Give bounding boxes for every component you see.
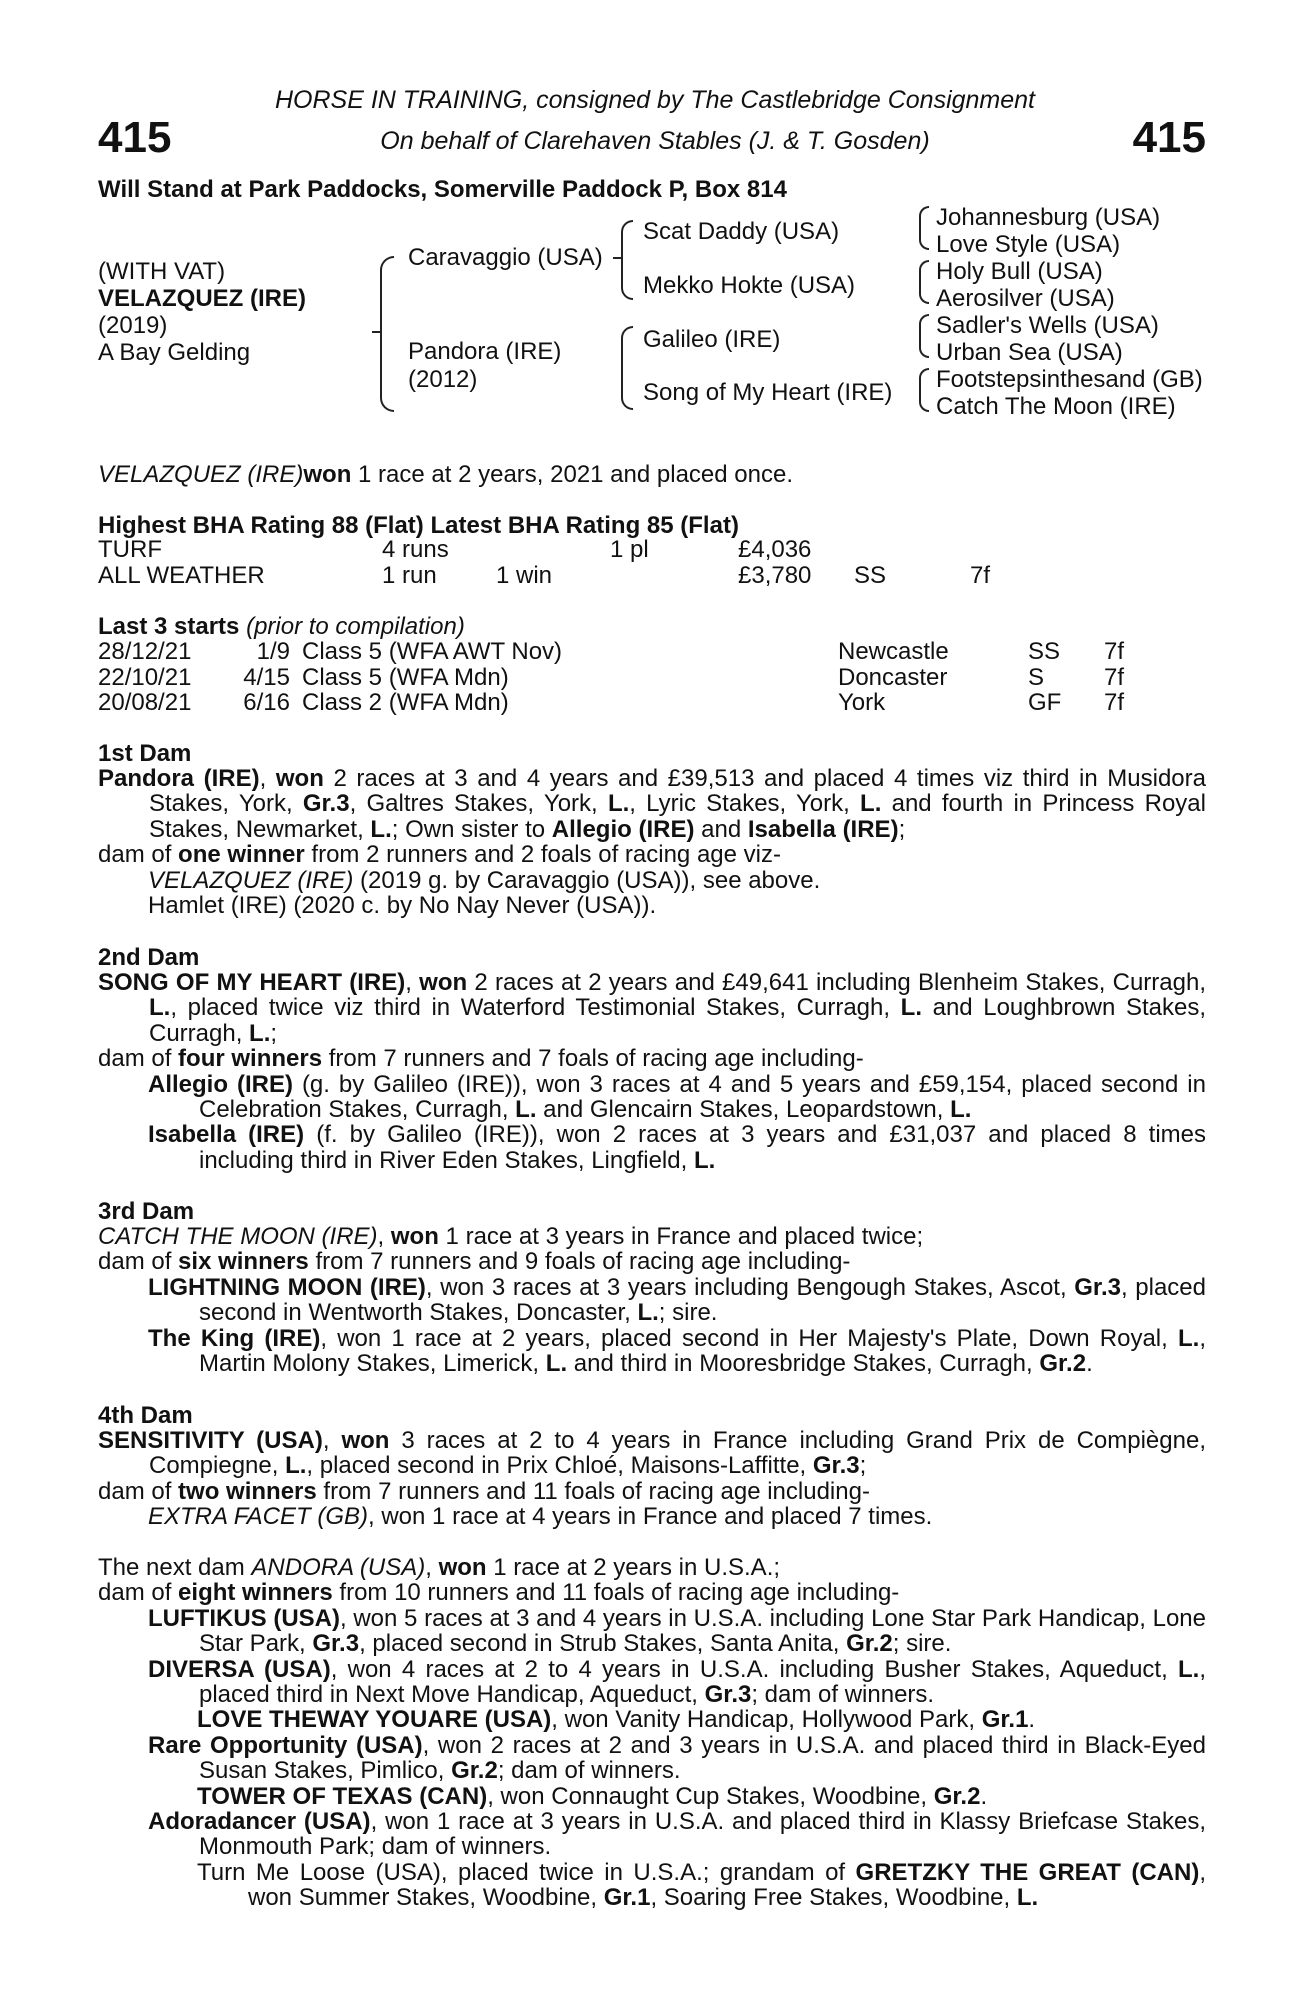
brace-g78 bbox=[919, 368, 929, 412]
grandparent-6: Urban Sea (USA) bbox=[936, 339, 1123, 366]
progeny-text: Turn Me Loose (USA), placed twice in U.S.A.; grandam of bbox=[197, 1858, 856, 1886]
next-dam-progeny-4 bbox=[98, 1809, 1206, 1860]
progeny-name: Isabella (IRE) bbox=[148, 1121, 305, 1149]
progeny-name: LOVE THEWAY YOUARE (USA) bbox=[197, 1706, 552, 1734]
progeny-text: , won 1 race at 3 years in U.S.A. and placed third in Klassy Briefcase Stakes, Monmouth Park; dam of winners. bbox=[199, 1808, 1207, 1861]
dam1-text: , Lyric Stakes, York, bbox=[629, 790, 861, 818]
dam4-text: from 7 runners and 11 foals of racing age including- bbox=[316, 1477, 870, 1505]
rating-placed bbox=[610, 563, 738, 589]
dam2-listed: L. bbox=[149, 994, 171, 1022]
progeny-text: ; dam of winners. bbox=[751, 1681, 935, 1709]
dam4-winners: two winners bbox=[178, 1477, 317, 1505]
progeny-text: , won 4 races at 2 to 4 years in U.S.A. including Busher Stakes, Aqueduct, bbox=[330, 1655, 1178, 1683]
dam1-text: and bbox=[694, 815, 748, 843]
progeny-name: Adoradancer (USA) bbox=[148, 1808, 371, 1836]
next-dam-text: dam of bbox=[98, 1579, 179, 1607]
sire-name: Caravaggio (USA) bbox=[408, 244, 603, 271]
dam2-text: from 7 runners and 7 foals of racing age including- bbox=[322, 1045, 864, 1073]
summary-text: 1 race at 2 years, 2021 and placed once. bbox=[351, 461, 793, 488]
dam3-text: from 7 runners and 9 foals of racing age including- bbox=[308, 1248, 851, 1276]
dam3-section bbox=[98, 1224, 1206, 1376]
next-dam-won: won bbox=[438, 1554, 487, 1581]
dam1-text: dam of bbox=[98, 841, 179, 869]
next-dam-progeny-1 bbox=[98, 1606, 1206, 1657]
next-dam-grandprogeny-3 bbox=[98, 1860, 1206, 1911]
horse-description: A Bay Gelding bbox=[98, 339, 251, 366]
progeny-name: TOWER OF TEXAS (CAN) bbox=[197, 1782, 488, 1810]
progeny-grade: Gr.2 bbox=[846, 1630, 893, 1658]
dam3-progeny-2 bbox=[98, 1326, 1206, 1377]
progeny-listed: L. bbox=[1177, 1324, 1200, 1352]
start-distance: 7f bbox=[1104, 689, 1125, 716]
progeny-text: , Martin Molony Stakes, Limerick, bbox=[199, 1324, 1206, 1378]
dam1-progeny-2: Hamlet (IRE) (2020 c. by No Nay Never (USA)). bbox=[148, 892, 657, 920]
dam1-name: Pandora (IRE) bbox=[98, 765, 260, 792]
dam1-record: Pandora (IRE), won 2 races at 3 and 4 years and £39,513 and placed 4 times viz third in Musidora Stakes, York, Gr.3, Galtres Stakes, York, L., Lyric Stakes, York, L. and fourth in Princess Royal Stakes, Newmarket, L.; Own sister to Allegio (IRE) and Isabella (IRE); bbox=[98, 765, 1206, 843]
ratings-table bbox=[98, 537, 990, 588]
progeny-text: ; dam of winners. bbox=[497, 1757, 681, 1785]
dam4-record: SENSITIVITY (USA), won 3 races at 2 to 4 years in France including Grand Prix de Compiègne, Compiegne, L., placed second in Prix Chloé, Maisons-Laffitte, Gr.3; bbox=[98, 1427, 1206, 1480]
dam1-text: , Galtres Stakes, York, bbox=[349, 790, 608, 818]
dam3-produce bbox=[98, 1249, 1206, 1274]
next-dam-winners: eight winners bbox=[178, 1579, 333, 1607]
progeny-text: (g. by Galileo (IRE)), won 3 races at 4 and 5 years and £59,154, placed second in Celebration Stakes, Curragh, bbox=[199, 1070, 1206, 1124]
progeny-text: and Glencairn Stakes, Leopardstown, bbox=[536, 1096, 951, 1124]
progeny-listed: L. bbox=[545, 1350, 568, 1378]
progeny-text: (2019 g. by Caravaggio (USA)), see above. bbox=[353, 866, 821, 894]
dam-sire: Galileo (IRE) bbox=[643, 326, 781, 353]
start-position: 1/9 bbox=[256, 638, 290, 665]
start-going: S bbox=[1028, 663, 1045, 691]
summary-won: won bbox=[303, 461, 352, 488]
start-going: GF bbox=[1028, 689, 1062, 716]
progeny-text: , Soaring Free Stakes, Woodbine, bbox=[650, 1884, 1017, 1912]
progeny-text: and third in Mooresbridge Stakes, Curragh, bbox=[567, 1350, 1040, 1378]
next-dam-progeny-3 bbox=[98, 1733, 1206, 1784]
progeny-grade: Gr.1 bbox=[603, 1884, 651, 1912]
dam2-progeny-2 bbox=[98, 1122, 1206, 1173]
progeny-name: Allegio (IRE) bbox=[148, 1070, 293, 1098]
dam1-progeny-1 bbox=[98, 868, 1206, 893]
start-race: Class 5 (WFA AWT Nov) bbox=[302, 638, 563, 665]
progeny-grade: Gr.3 bbox=[704, 1681, 752, 1709]
dam-dam: Song of My Heart (IRE) bbox=[643, 379, 893, 406]
dam3-text: 1 race at 3 years in France and placed twice; bbox=[438, 1223, 924, 1250]
dam1-listed: L. bbox=[370, 815, 392, 843]
dam2-text: ; bbox=[270, 1019, 278, 1047]
progeny-text: , won Connaught Cup Stakes, Woodbine, bbox=[487, 1782, 934, 1810]
start-race: Class 5 (WFA Mdn) bbox=[302, 663, 509, 691]
dam2-produce bbox=[98, 1046, 1206, 1071]
progeny-text: ; sire. bbox=[892, 1630, 952, 1658]
next-dam-grandprogeny-1 bbox=[98, 1707, 1206, 1732]
progeny-text: , won 5 races at 3 and 4 years in U.S.A. including Lone Star Park Handicap, Lone Star Park, bbox=[199, 1604, 1207, 1658]
dam4-text: ; bbox=[859, 1452, 867, 1480]
progeny-text: , placed third in Next Move Handicap, Aqueduct, bbox=[199, 1655, 1206, 1709]
consignment-line: HORSE IN TRAINING, consigned by The Castlebridge Consignment bbox=[274, 86, 1036, 114]
rating-runs: 4 runs bbox=[382, 536, 449, 563]
start-position: 6/16 bbox=[243, 689, 290, 716]
sire-sire: Scat Daddy (USA) bbox=[643, 218, 840, 245]
dam4-heading: 4th Dam bbox=[98, 1402, 193, 1429]
progeny-listed: L. bbox=[637, 1299, 659, 1327]
rating-going bbox=[854, 537, 970, 563]
dam2-text: dam of bbox=[98, 1045, 179, 1073]
horse-name: VELAZQUEZ (IRE) bbox=[98, 285, 306, 312]
grandparent-5: Sadler's Wells (USA) bbox=[936, 312, 1159, 339]
dam1-text: and fourth in Princess Royal Stakes, Newmarket, bbox=[149, 790, 1206, 843]
brace-g56 bbox=[919, 314, 929, 358]
rating-placed: 1 pl bbox=[610, 536, 649, 563]
progeny-name: LIGHTNING MOON (IRE) bbox=[148, 1273, 426, 1301]
sire-dam: Mekko Hokte (USA) bbox=[643, 272, 856, 299]
start-row bbox=[98, 690, 1124, 716]
start-course: Doncaster bbox=[838, 663, 948, 691]
progeny-text: . bbox=[980, 1782, 988, 1810]
dam2-text: 2 races at 2 years and £49,641 including Blenheim Stakes, Curragh, bbox=[467, 969, 1206, 996]
progeny-grade: Gr.2 bbox=[933, 1782, 981, 1810]
dam-year: (2012) bbox=[408, 366, 478, 393]
grandparent-3: Holy Bull (USA) bbox=[936, 258, 1103, 285]
progeny-text: . bbox=[1086, 1350, 1093, 1378]
progeny-text: , placed second in Wentworth Stakes, Doncaster, bbox=[199, 1273, 1206, 1327]
start-date: 20/08/21 bbox=[98, 689, 192, 716]
brace-sire-tip bbox=[613, 257, 621, 259]
next-dam-name: ANDORA (USA) bbox=[251, 1554, 426, 1581]
dam4-name: SENSITIVITY (USA) bbox=[98, 1427, 323, 1454]
dam1-text: ; bbox=[898, 815, 906, 843]
next-dam-text: from 10 runners and 11 foals of racing age including- bbox=[332, 1579, 900, 1607]
progeny-grade: Gr.2 bbox=[1039, 1350, 1087, 1378]
start-row bbox=[98, 665, 1124, 691]
rating-surface: TURF bbox=[98, 536, 162, 563]
dam3-text: dam of bbox=[98, 1248, 179, 1276]
start-row bbox=[98, 639, 1124, 665]
stand-location: Will Stand at Park Paddocks, Somerville Paddock P, Box 814 bbox=[98, 176, 787, 203]
dam3-heading: 3rd Dam bbox=[98, 1198, 195, 1225]
dam2-heading: 2nd Dam bbox=[98, 944, 200, 971]
dam1-text: ; Own sister to bbox=[391, 815, 552, 843]
progeny-text: , won 3 races at 3 years including Bengough Stakes, Ascot, bbox=[425, 1273, 1075, 1301]
start-position: 4/15 bbox=[243, 663, 290, 691]
start-distance: 7f bbox=[1104, 638, 1125, 665]
progeny-grade: Gr.2 bbox=[451, 1757, 498, 1785]
progeny-text: ; sire. bbox=[658, 1299, 718, 1327]
lot-number-left: 415 bbox=[98, 113, 172, 162]
next-dam-text: 1 race at 2 years in U.S.A.; bbox=[486, 1554, 781, 1581]
dam3-progeny-1 bbox=[98, 1275, 1206, 1326]
dam4-section bbox=[98, 1428, 1206, 1530]
dam2-progeny-1 bbox=[98, 1072, 1206, 1123]
dam1-listed: L. bbox=[607, 790, 630, 818]
dam2-text: and Loughbrown Stakes, Curragh, bbox=[149, 994, 1206, 1047]
lot-number-right: 415 bbox=[1132, 113, 1206, 162]
next-dam-produce bbox=[98, 1580, 1206, 1605]
progeny-name: LUFTIKUS (USA) bbox=[148, 1604, 340, 1632]
vat-note: (WITH VAT) bbox=[98, 258, 226, 285]
dam3-record: CATCH THE MOON (IRE), won 1 race at 3 years in France and placed twice; bbox=[98, 1223, 924, 1250]
dam-name: Pandora (IRE) bbox=[408, 338, 562, 365]
progeny-text: (f. by Galileo (IRE)), won 2 races at 3 years and £31,037 and placed 8 times including third in River Eden Stakes, Lingfield, bbox=[199, 1121, 1206, 1174]
progeny-grade: Gr.1 bbox=[981, 1706, 1029, 1734]
start-going: SS bbox=[1028, 638, 1061, 665]
last-starts-heading bbox=[98, 613, 465, 641]
progeny-grade: Gr.3 bbox=[312, 1630, 360, 1658]
grandparent-7: Footstepsinthesand (GB) bbox=[936, 366, 1203, 393]
progeny-listed: L. bbox=[515, 1096, 537, 1124]
summary-horse-name: VELAZQUEZ (IRE) bbox=[98, 461, 304, 488]
brace-g34 bbox=[919, 260, 929, 304]
progeny-name: VELAZQUEZ (IRE) bbox=[148, 866, 354, 894]
progeny-name: Rare Opportunity (USA) bbox=[148, 1731, 423, 1759]
dam4-produce bbox=[98, 1479, 1206, 1504]
dam3-won: won bbox=[390, 1223, 439, 1250]
rating-distance bbox=[970, 537, 990, 563]
rating-prize: £3,780 bbox=[738, 561, 812, 589]
dam1-grade: Gr.3 bbox=[302, 790, 350, 818]
progeny-name: The King (IRE) bbox=[148, 1324, 321, 1352]
dam2-winners: four winners bbox=[178, 1045, 323, 1073]
ratings-heading: Highest BHA Rating 88 (Flat) Latest BHA Rating 85 (Flat) bbox=[98, 512, 739, 539]
last-starts-note: (prior to compilation) bbox=[246, 613, 465, 640]
progeny-text: , placed second in Strub Stakes, Santa Anita, bbox=[359, 1630, 847, 1658]
progeny-listed: L. bbox=[693, 1146, 716, 1174]
dam4-text: dam of bbox=[98, 1477, 179, 1505]
next-dam-grandprogeny-2 bbox=[98, 1784, 1206, 1809]
dam2-listed: L. bbox=[900, 994, 922, 1022]
dam4-grade: Gr.3 bbox=[812, 1452, 860, 1480]
dam2-won: won bbox=[419, 969, 468, 996]
grandparent-4: Aerosilver (USA) bbox=[936, 285, 1115, 312]
start-distance: 7f bbox=[1104, 663, 1125, 691]
dam4-listed: L. bbox=[285, 1452, 307, 1480]
dam3-winners: six winners bbox=[178, 1248, 309, 1276]
rating-distance: 7f bbox=[970, 561, 991, 589]
grandparent-2: Love Style (USA) bbox=[936, 231, 1121, 258]
progeny-text: , won 1 race at 4 years in France and placed 7 times. bbox=[368, 1503, 933, 1531]
start-race: Class 2 (WFA Mdn) bbox=[302, 689, 509, 716]
dam1-winners: one winner bbox=[178, 841, 305, 869]
start-course: Newcastle bbox=[838, 638, 949, 665]
dam4-text: 3 races at 2 to 4 years in France including Grand Prix de Compiègne, Compiegne, bbox=[149, 1427, 1206, 1480]
progeny-listed: L. bbox=[1178, 1655, 1200, 1683]
progeny-listed: L. bbox=[950, 1096, 972, 1124]
dam1-sibling: Allegio (IRE) bbox=[551, 815, 695, 843]
grandparent-1: Johannesburg (USA) bbox=[936, 204, 1161, 231]
rating-prize: £4,036 bbox=[738, 536, 812, 563]
progeny-grade: Gr.3 bbox=[1074, 1273, 1121, 1301]
progeny-text: . bbox=[1028, 1706, 1036, 1734]
dam1-section bbox=[98, 766, 1206, 918]
dam4-text: , placed second in Prix Chloé, Maisons-Laffitte, bbox=[306, 1452, 813, 1480]
ratings-row bbox=[98, 537, 990, 563]
dam1-won: won bbox=[275, 765, 324, 792]
progeny-name: DIVERSA (USA) bbox=[148, 1655, 331, 1683]
next-dam-text: The next dam bbox=[98, 1554, 252, 1581]
ratings-row bbox=[98, 563, 990, 589]
dam2-name: SONG OF MY HEART (IRE) bbox=[98, 969, 406, 996]
progeny-name: EXTRA FACET (GB) bbox=[148, 1503, 369, 1531]
rating-wins bbox=[496, 537, 610, 563]
rating-runs: 1 run bbox=[382, 561, 437, 589]
horse-year: (2019) bbox=[98, 312, 168, 339]
progeny-name: GRETZKY THE GREAT (CAN) bbox=[855, 1858, 1200, 1886]
progeny-text: , won Vanity Handicap, Hollywood Park, bbox=[551, 1706, 982, 1734]
race-summary bbox=[98, 461, 793, 489]
dam2-text: , placed twice viz third in Waterford Testimonial Stakes, Curragh, bbox=[170, 994, 901, 1022]
dam2-listed: L. bbox=[249, 1019, 271, 1047]
dam1-heading: 1st Dam bbox=[98, 740, 192, 767]
brace-sire bbox=[621, 220, 633, 300]
progeny-text: , won 1 race at 2 years, placed second in Her Majesty's Plate, Down Royal, bbox=[320, 1324, 1178, 1352]
start-date: 28/12/21 bbox=[98, 638, 192, 665]
start-course: York bbox=[838, 689, 886, 716]
brace-horse-tip bbox=[372, 331, 380, 333]
dam1-produce bbox=[98, 842, 1206, 867]
progeny-listed: L. bbox=[1016, 1884, 1039, 1912]
brace-dam bbox=[621, 326, 633, 410]
next-dam-section bbox=[98, 1555, 1206, 1911]
dam4-progeny-1 bbox=[98, 1504, 1206, 1529]
dam1-listed: L. bbox=[860, 790, 882, 818]
grandparent-8: Catch The Moon (IRE) bbox=[936, 393, 1176, 420]
dam2-section bbox=[98, 970, 1206, 1173]
rating-wins: 1 win bbox=[496, 561, 553, 589]
rating-going: SS bbox=[854, 561, 887, 589]
brace-horse bbox=[380, 256, 394, 412]
dam3-name: CATCH THE MOON (IRE) bbox=[98, 1223, 378, 1250]
next-dam-text: , bbox=[425, 1554, 439, 1581]
last-starts-title: Last 3 starts bbox=[98, 613, 240, 640]
dam1-sibling: Isabella (IRE) bbox=[747, 815, 899, 843]
dam2-record: SONG OF MY HEART (IRE), won 2 races at 2 years and £49,641 including Blenheim Stakes, Curragh, L., placed twice viz third in Waterford Testimonial Stakes, Curragh, L. and Loughbrown Stakes, Curragh, L.; bbox=[98, 969, 1206, 1047]
dam1-text: from 2 runners and 2 foals of racing age viz- bbox=[304, 841, 781, 869]
brace-g12 bbox=[919, 206, 929, 250]
next-dam-progeny-2 bbox=[98, 1657, 1206, 1708]
progeny-text: , won Summer Stakes, Woodbine, bbox=[248, 1858, 1207, 1912]
progeny-text: , won 2 races at 2 and 3 years in U.S.A. and placed third in Black-Eyed Susan Stakes, Pimlico, bbox=[199, 1731, 1206, 1785]
last-starts-table bbox=[98, 639, 1124, 716]
consignor-line: On behalf of Clarehaven Stables (J. & T. Gosden) bbox=[380, 127, 930, 155]
rating-surface: ALL WEATHER bbox=[98, 561, 265, 589]
next-dam-record bbox=[98, 1555, 1206, 1580]
start-date: 22/10/21 bbox=[98, 663, 192, 691]
dam4-won: won bbox=[341, 1427, 390, 1454]
dam1-text: 2 races at 3 and 4 years and £39,513 and placed 4 times viz third in Musidora Stakes, York, bbox=[149, 765, 1206, 818]
